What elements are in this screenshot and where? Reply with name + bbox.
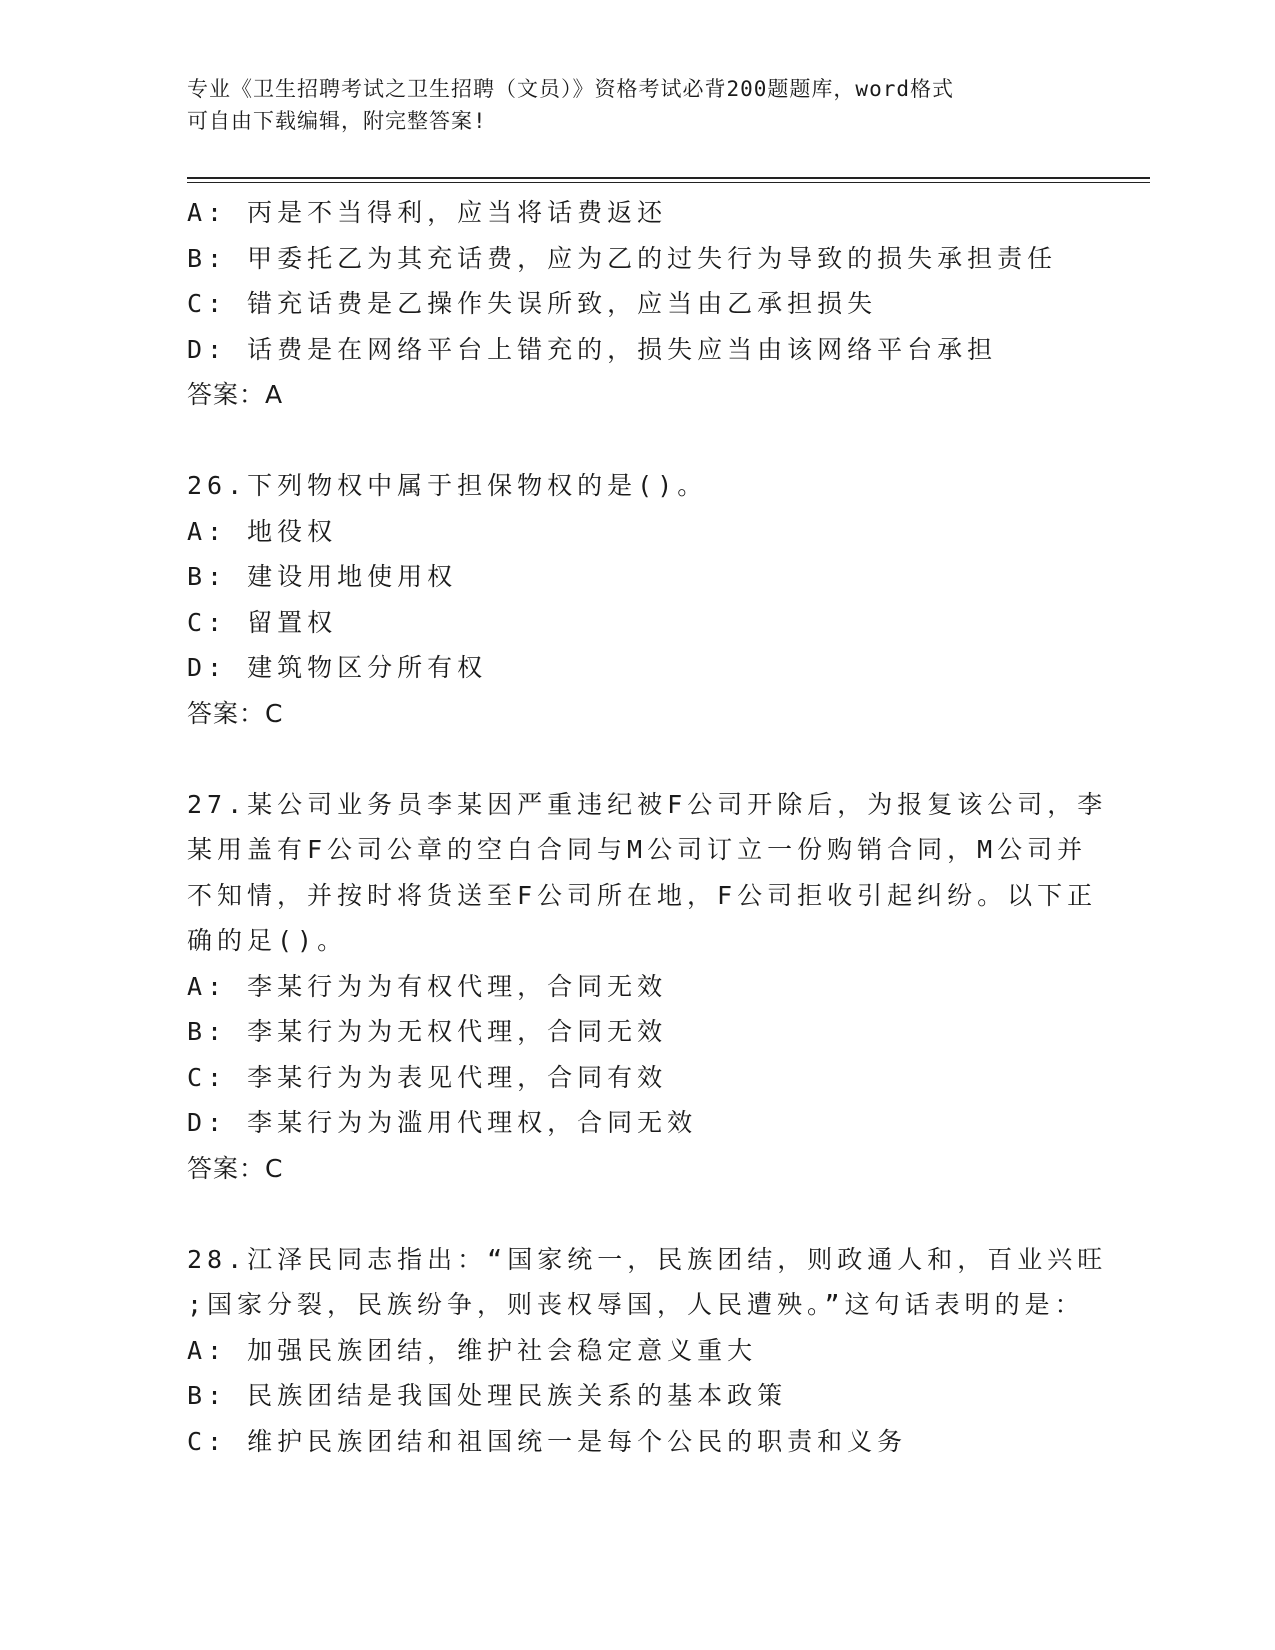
option-a: A: 丙是不当得利，应当将话费返还 (187, 198, 668, 227)
option-d: D: 话费是在网络平台上错充的，损失应当由该网络平台承担 (187, 334, 998, 364)
question-stem: 27.某公司业务员李某因严重违纪被F公司开除后，为报复该公司，李 (187, 789, 1108, 819)
question-stem: 26.下列物权中属于担保物权的是()。 (187, 471, 708, 500)
question-stem: 28.江泽民同志指出：“国家统一，民族团结，则政通人和，百业兴旺 (187, 1244, 1108, 1274)
option-a: A: 加强民族团结，维护社会稳定意义重大 (187, 1335, 758, 1365)
header-divider-thick (187, 177, 1150, 179)
answer: 答案：C (187, 1153, 284, 1183)
option-b: B: 甲委托乙为其充话费，应为乙的过失行为导致的损失承担责任 (187, 243, 1058, 273)
question-27 (187, 782, 1108, 1192)
option-b: B: 建设用地使用权 (187, 562, 458, 591)
header-line-1: 专业《卫生招聘考试之卫生招聘（文员）》资格考试必背200题题库，word格式 (187, 77, 954, 101)
header-line-2: 可自由下载编辑，附完整答案! (187, 109, 487, 133)
header-divider-thin (187, 182, 1150, 183)
option-c: C: 李某行为为表见代理，合同有效 (187, 1062, 668, 1092)
answer: 答案：A (187, 380, 284, 409)
option-d: D: 建筑物区分所有权 (187, 653, 488, 682)
option-a: A: 李某行为为有权代理，合同无效 (187, 971, 668, 1001)
question-25 (187, 190, 1087, 418)
answer: 答案：C (187, 698, 284, 728)
question-stem: 某用盖有F公司公章的空白合同与M公司订立一份购销合同，M公司并 (187, 835, 1088, 864)
question-26 (187, 463, 1087, 736)
question-stem: 确的足()。 (187, 926, 348, 955)
option-c: C: 错充话费是乙操作失误所致，应当由乙承担损失 (187, 289, 878, 318)
question-content (187, 190, 1108, 1464)
option-c: C: 维护民族团结和祖国统一是每个公民的职责和义务 (187, 1426, 908, 1456)
question-stem: 不知情，并按时将货送至F公司所在地，F公司拒收引起纠纷。以下正 (187, 880, 1098, 910)
option-b: B: 民族团结是我国处理民族关系的基本政策 (187, 1381, 788, 1410)
question-28 (187, 1237, 1108, 1465)
option-d: D: 李某行为为滥用代理权，合同无效 (187, 1108, 698, 1137)
option-a: A: 地役权 (187, 516, 338, 546)
document-header (187, 73, 1087, 137)
question-stem: ;国家分裂，民族纷争，则丧权辱国，人民遭殃。”这句话表明的是： (187, 1290, 1085, 1319)
option-b: B: 李某行为为无权代理，合同无效 (187, 1017, 668, 1046)
option-c: C: 留置权 (187, 607, 338, 637)
